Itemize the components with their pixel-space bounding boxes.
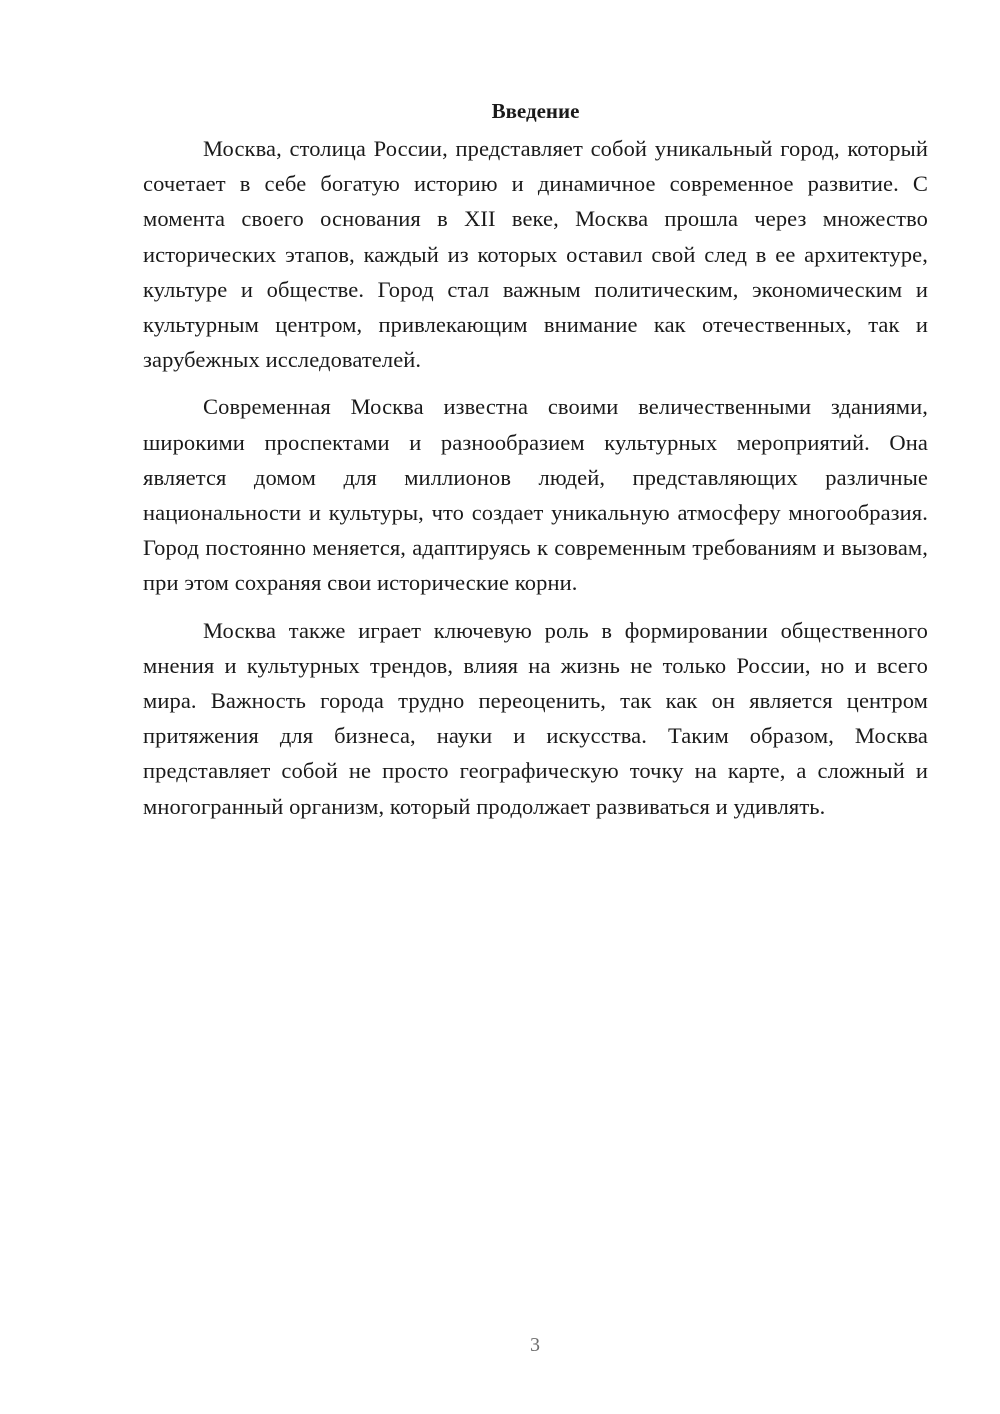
document-body	[143, 96, 928, 836]
paragraph-2: Современная Москва известна своими величественными зданиями, широкими проспектами и разнообразием культурных мероприятий. Она является домом для миллионов людей, представляющих различные национальности и культуры, что создает уникальную атмосферу многообразия. Город постоянно меняется, адаптируясь к современным требованиям и вызовам, при этом сохраняя свои исторические корни.	[143, 394, 928, 596]
paragraph-1: Москва, столица России, представляет собой уникальный город, который сочетает в себе богатую историю и динамичное современное развитие. С момента своего основания в XII веке, Москва прошла через множество исторических этапов, каждый из которых оставил свой след в ее архитектуре, культуре и обществе. Город стал важным политическим, экономическим и культурным центром, привлекающим внимание как отечественных, так и зарубежных исследователей.	[143, 136, 928, 373]
section-heading: Введение	[491, 99, 580, 123]
page-number: 3	[530, 1334, 540, 1356]
paragraph-3: Москва также играет ключевую роль в формировании общественного мнения и культурных трендов, влияя на жизнь не только России, но и всего мира. Важность города трудно переоценить, так как он является центром притяжения для бизнеса, науки и искусства. Таким образом, Москва представляет собой не просто географическую точку на карте, а сложный и многогранный организм, который продолжает развиваться и удивлять.	[143, 617, 928, 819]
